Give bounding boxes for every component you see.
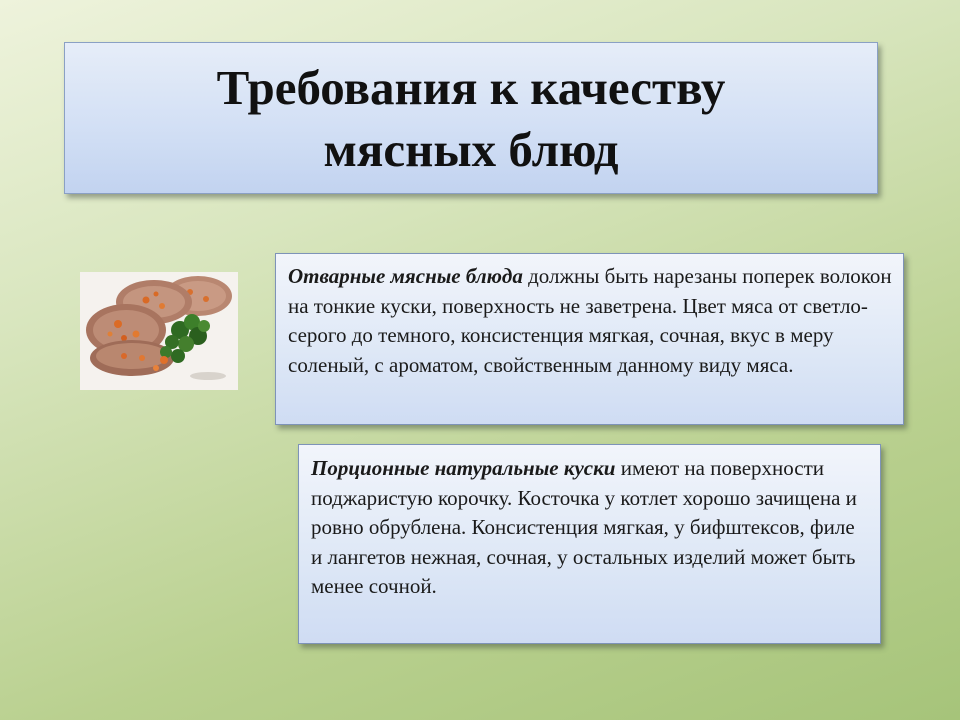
title-box — [64, 42, 878, 194]
portion-pieces-text-box — [298, 444, 881, 644]
portion-pieces-text: имеют на поверхности поджаристую корочку. Косточка у котлет хорошо зачищена и ровно обрублена. Консистенция мягкая, у бифштексов, филе и лангетов нежная, сочная, у остальных изделий может быть менее сочной. — [311, 456, 857, 598]
slide-title-line-1: Требования к качеству — [216, 60, 726, 115]
portion-pieces-lead: Порционные натуральные куски — [311, 456, 616, 480]
meat-dish-photo — [80, 272, 238, 390]
slide-title-line-2: мясных блюд — [323, 122, 619, 177]
boiled-dishes-text: должны быть нарезаны поперек волокон на тонкие куски, поверхность не заветрена. Цвет мяса от светло-серого до темного, консистенция мягкая, сочная, вкус в меру соленый, с ароматом, свойственным данному виду мяса. — [288, 264, 892, 377]
sliced-meat-roll-with-parsley-icon — [80, 272, 238, 390]
boiled-dishes-text-box — [275, 253, 904, 425]
boiled-dishes-lead: Отварные мясные блюда — [288, 264, 523, 288]
